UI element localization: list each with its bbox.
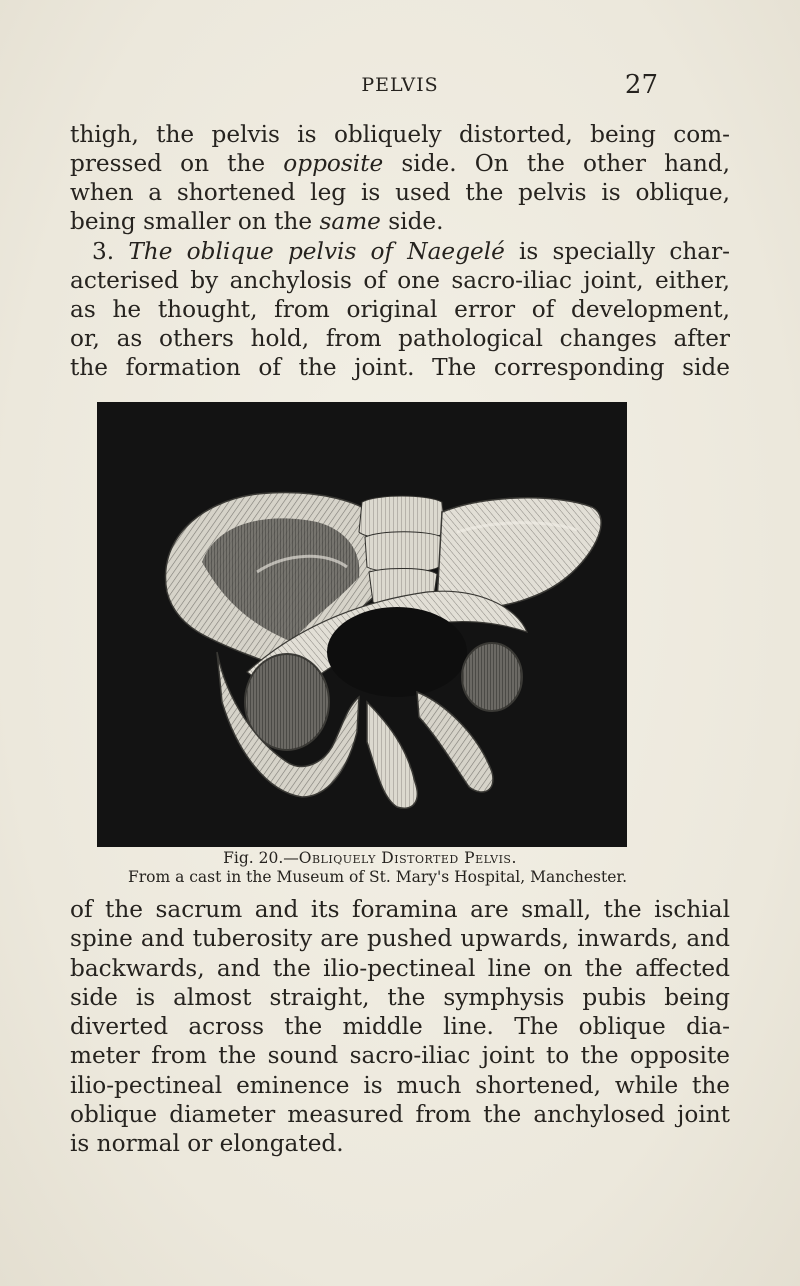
pelvis-illustration [97,402,627,847]
text-line: side is almost straight, the symphysis pubis being [70,983,730,1011]
text-run: pressed on the [70,150,284,177]
text-line: meter from the sound sacro-iliac joint to the opposite [70,1042,730,1070]
figure-title: Obliquely Distorted Pelvis. [298,849,517,867]
italic-text: same [319,208,381,235]
text-line: diverted across the middle line. The oblique dia- [70,1013,730,1041]
text-run: being smaller on the [70,208,320,235]
text-line: when a shortened leg is used the pelvis is oblique, [70,179,730,206]
italic-text: The oblique pelvis of Naegelé [128,238,505,265]
text-line: or, as others hold, from pathological changes after [70,325,730,352]
text-line: is normal or elongated. [70,1130,344,1158]
text-line: thigh, the pelvis is obliquely distorted, being com- [70,121,730,148]
text-run: 3. [92,238,129,265]
text-line: oblique diameter measured from the anchylosed joint [70,1101,730,1129]
page-number: 27 [624,70,658,100]
text-line: spine and tuberosity are pushed upwards, inwards, and [70,925,730,953]
text-line: ilio-pectineal eminence is much shortened, while the [70,1071,730,1099]
text-run: side. On the other hand, [383,150,730,177]
figure-source: From a cast in the Museum of St. Mary's Hospital, Manchester. [127,868,628,886]
text-line: the formation of the joint. The corresponding side [70,354,730,381]
italic-text: opposite [283,150,384,177]
text-line: of the sacrum and its foramina are small, the ischial [70,896,730,923]
text-line: acterised by anchylosis of one sacro-iliac joint, either, [70,267,730,294]
figure-label: Fig. 20.— [223,849,299,867]
paragraph-2 [70,237,730,382]
paragraph-1 [70,120,730,236]
text-run: is specially char- [504,238,731,265]
text-line [70,149,730,178]
text-line [70,237,730,266]
running-head-title: PELVIS [361,74,439,96]
running-head [0,70,800,104]
text-line: as he thought, from original error of development, [70,296,730,323]
text-line [70,207,730,236]
text-line: backwards, and the ilio-pectineal line on the affected [70,954,730,982]
figure-caption [0,849,800,867]
paragraph-3 [70,895,730,1159]
pelvis-engraving [97,402,627,847]
text-run: side. [380,208,444,235]
